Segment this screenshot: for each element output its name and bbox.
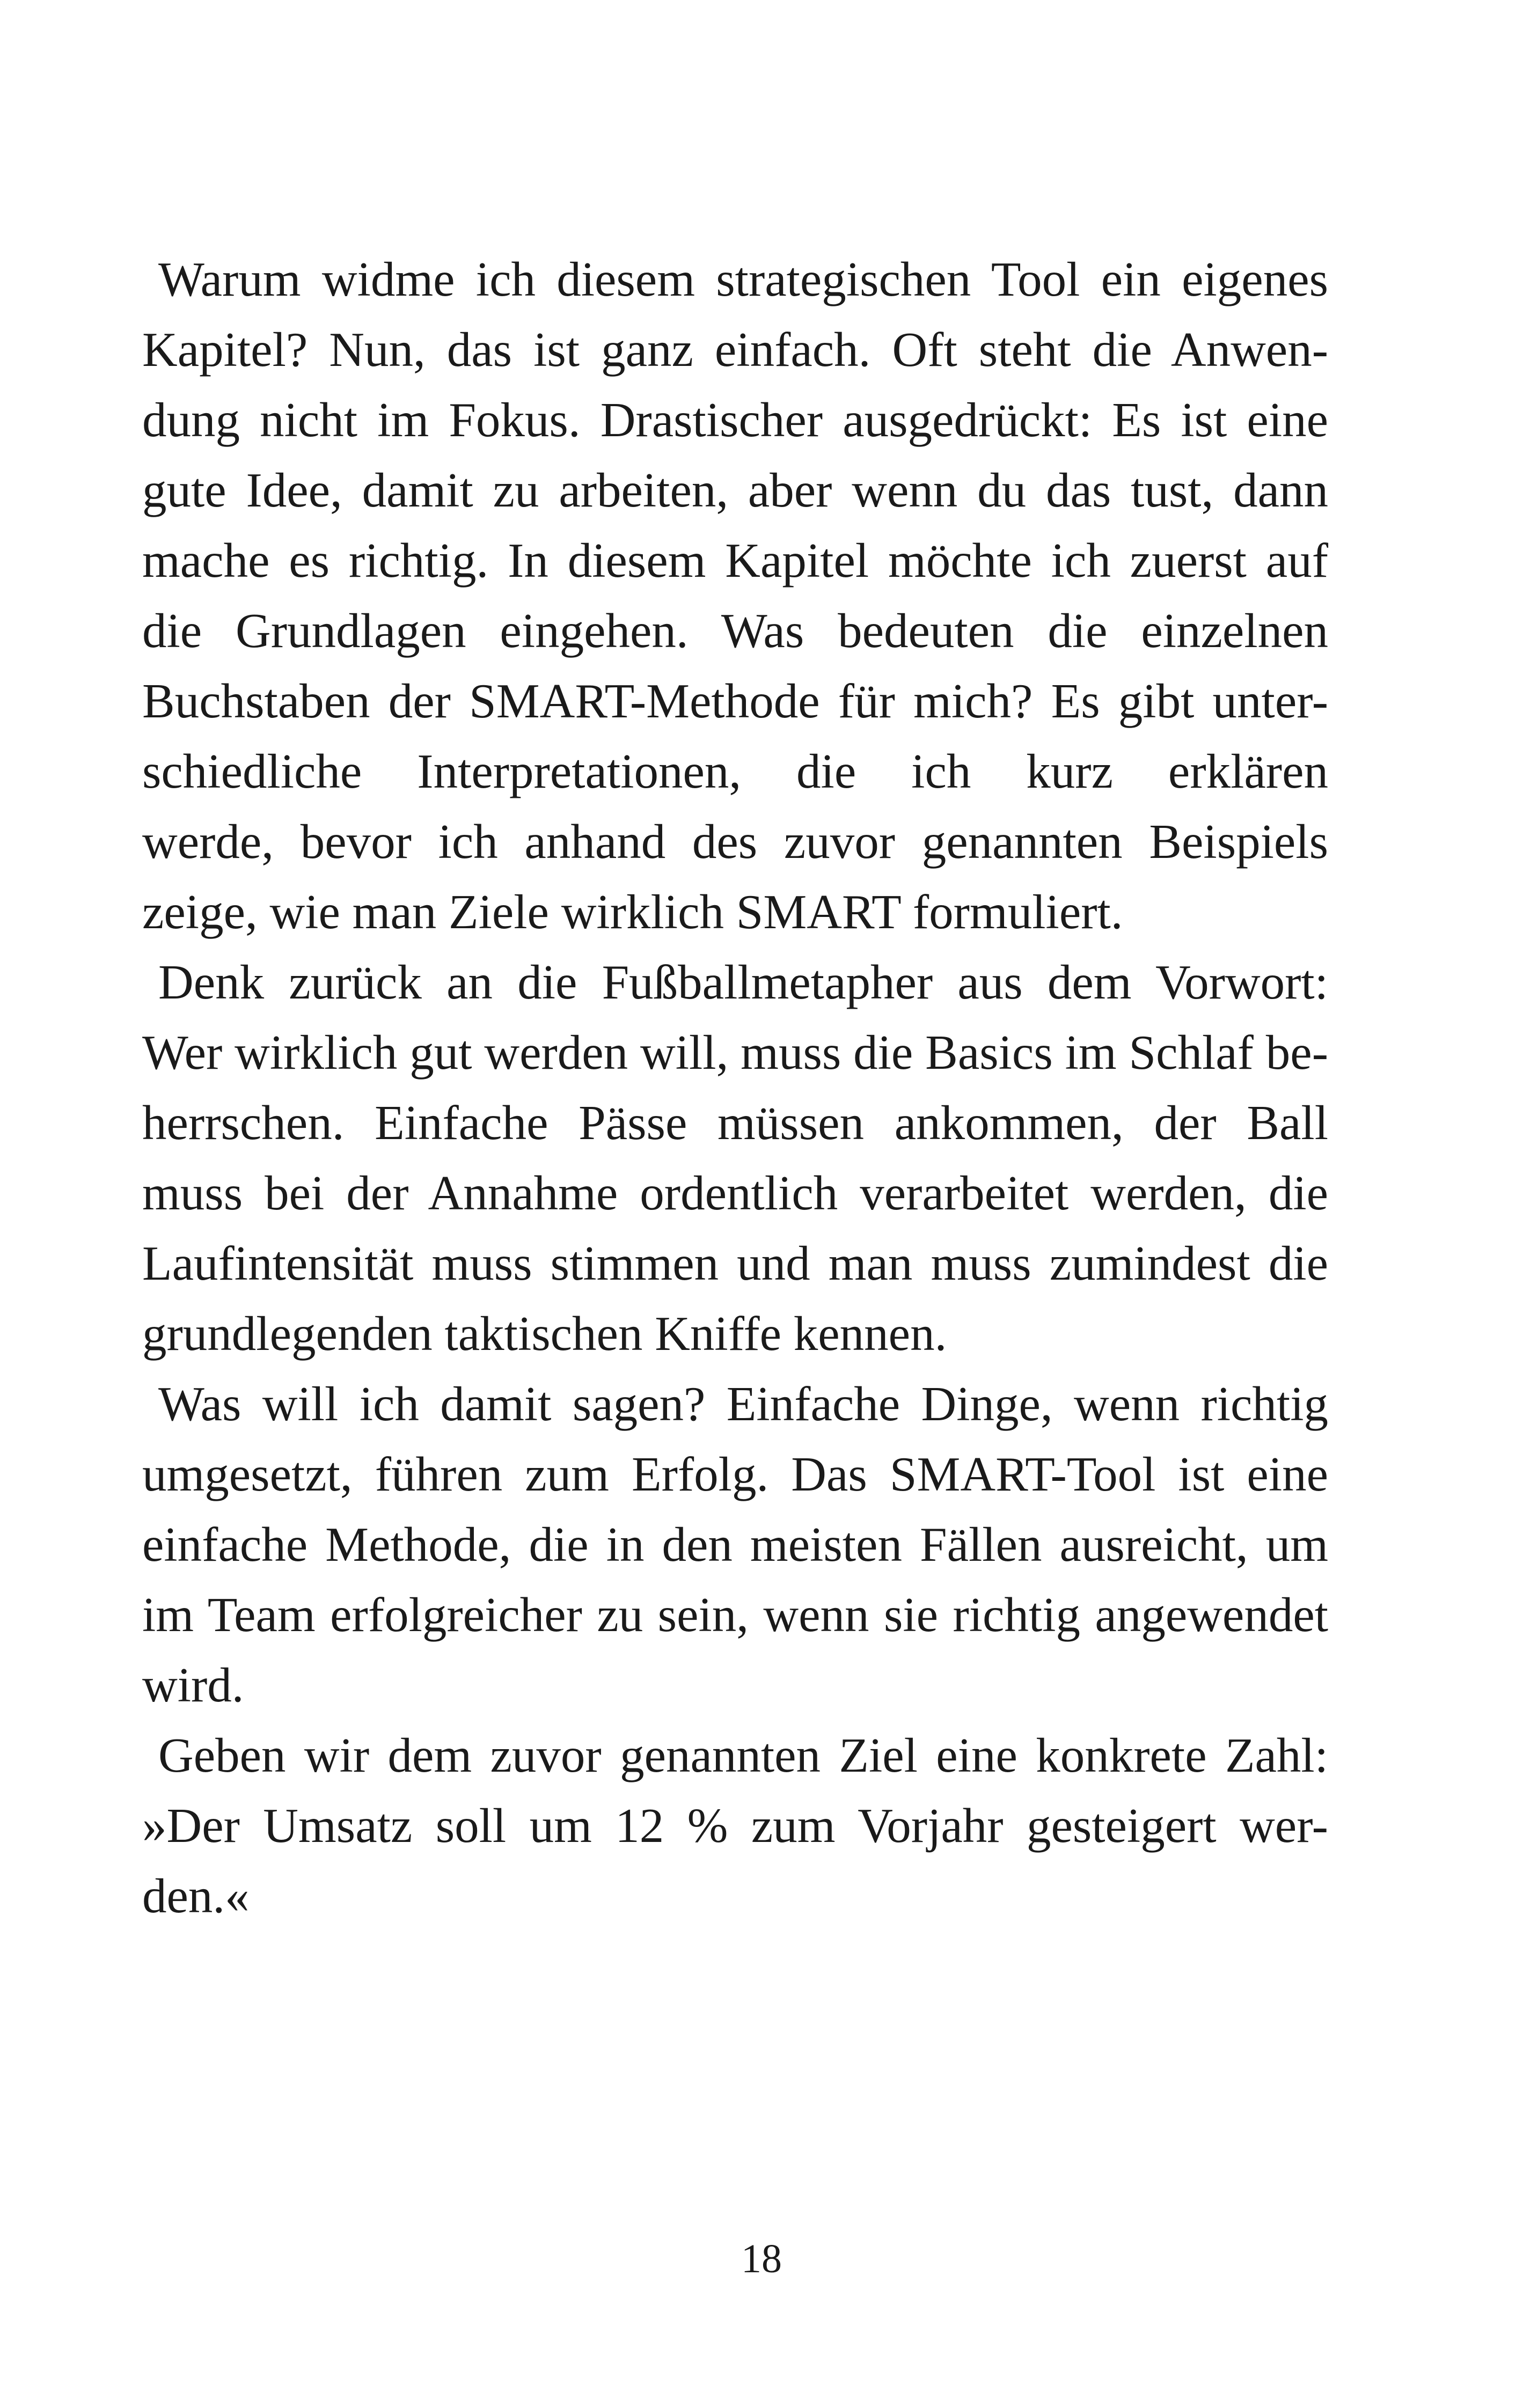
text-line: Buchstaben der SMART-Methode für mich? Es gibt unter- bbox=[142, 674, 1328, 728]
text-line: werde, bevor ich anhand des zuvor genannten Beispiels bbox=[142, 814, 1328, 869]
paragraph-1 bbox=[142, 244, 1328, 947]
text-line: »Der Umsatz soll um 12 % zum Vorjahr gesteigert wer- bbox=[142, 1798, 1328, 1853]
text-line: Kapitel? Nun, das ist ganz einfach. Oft steht die Anwen- bbox=[142, 322, 1328, 377]
text-line: Warum widme ich diesem strategischen Tool ein eigenes bbox=[158, 252, 1328, 306]
text-line: wird. bbox=[142, 1658, 244, 1712]
text-line: dung nicht im Fokus. Drastischer ausgedrückt: Es ist eine bbox=[142, 393, 1328, 447]
text-line: umgesetzt, führen zum Erfolg. Das SMART-Tool ist eine bbox=[142, 1447, 1328, 1501]
text-line: Wer wirklich gut werden will, muss die Basics im Schlaf be- bbox=[142, 1025, 1328, 1080]
body-text bbox=[142, 244, 1328, 1931]
paragraph-4 bbox=[142, 1720, 1328, 1931]
text-line: die Grundlagen eingehen. Was bedeuten die einzelnen bbox=[142, 604, 1328, 658]
text-line: im Team erfolgreicher zu sein, wenn sie richtig angewendet bbox=[142, 1588, 1328, 1642]
text-line: grundlegenden taktischen Kniffe kennen. bbox=[142, 1306, 947, 1361]
page-number: 18 bbox=[741, 2236, 782, 2281]
text-line: einfache Methode, die in den meisten Fällen ausreicht, um bbox=[142, 1517, 1328, 1572]
paragraph-3 bbox=[142, 1369, 1328, 1720]
text-line: Geben wir dem zuvor genannten Ziel eine konkrete Zahl: bbox=[158, 1728, 1328, 1782]
text-line: Laufintensität muss stimmen und man muss zumindest die bbox=[142, 1236, 1328, 1290]
text-line: Denk zurück an die Fußballmetapher aus dem Vorwort: bbox=[158, 955, 1328, 1009]
text-line: muss bei der Annahme ordentlich verarbeitet werden, die bbox=[142, 1166, 1328, 1220]
text-line: mache es richtig. In diesem Kapitel möchte ich zuerst auf bbox=[142, 533, 1328, 588]
text-line: Was will ich damit sagen? Einfache Dinge, wenn richtig bbox=[158, 1377, 1328, 1431]
text-line: herrschen. Einfache Pässe müssen ankommen, der Ball bbox=[142, 1096, 1328, 1150]
text-line: den.« bbox=[142, 1869, 250, 1923]
text-line: zeige, wie man Ziele wirklich SMART formuliert. bbox=[142, 885, 1123, 939]
text-line: gute Idee, damit zu arbeiten, aber wenn du das tust, dann bbox=[142, 463, 1328, 517]
paragraph-2 bbox=[142, 947, 1328, 1369]
text-line: schiedliche Interpretationen, die ich kurz erklären bbox=[142, 744, 1328, 798]
